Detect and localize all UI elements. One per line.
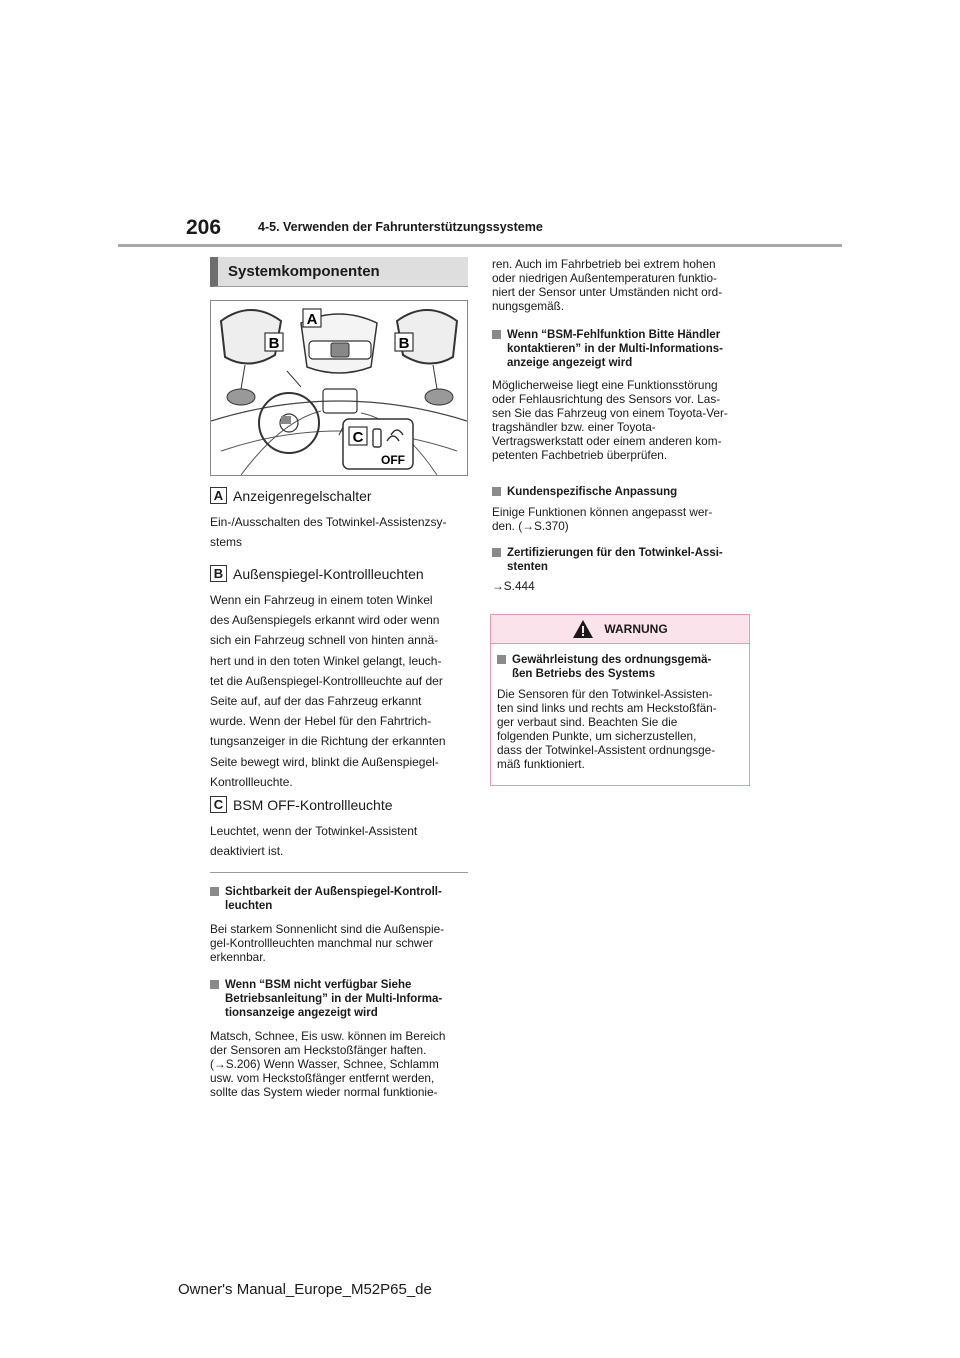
note-heading-customization	[492, 485, 754, 499]
component-a-line: stems	[210, 535, 243, 550]
warning-text-line: mäß funktioniert.	[497, 757, 585, 771]
letter-box-c: C	[210, 796, 227, 813]
dashboard-drawing	[211, 301, 467, 475]
warning-triangle-icon	[572, 619, 594, 639]
note-bullet-icon	[492, 487, 501, 496]
warning-text-line: dass der Totwinkel-Assistent ordnungsge-	[497, 743, 716, 757]
component-b-line: des Außenspiegels erkannt wird oder wenn	[210, 613, 440, 628]
note-heading-line: Betriebsanleitung” in der Multi-Informa-	[225, 993, 443, 1005]
note-bullet-icon	[492, 548, 501, 557]
warning-text-line: ten sind links und rechts am Heckstoßfän-	[497, 701, 717, 715]
warning-title: WARNUNG	[604, 622, 668, 636]
page-number: 206	[186, 216, 222, 239]
note-text-line: (→S.206) Wenn Wasser, Schnee, Schlamm	[210, 1057, 439, 1071]
warning-heading-line: Gewährleistung des ordnungsgemä-	[512, 654, 712, 666]
note-bullet-icon	[210, 887, 219, 896]
header-rule	[118, 244, 842, 247]
component-c-line: deaktiviert ist.	[210, 844, 284, 859]
continued-text-line: oder niedrigen Außentemperaturen funktio-	[492, 271, 717, 285]
continued-text-line: ren. Auch im Fahrbetrieb bei extrem hohen	[492, 257, 716, 271]
section-divider	[210, 872, 468, 873]
note-text-line: Möglicherweise liegt eine Funktionsstörung	[492, 378, 718, 392]
continued-text-line: nungsgemäß.	[492, 299, 565, 313]
component-c-title: BSM OFF-Kontrollleuchte	[233, 796, 393, 813]
note-heading-line: Wenn “BSM nicht verfügbar Siehe	[225, 979, 412, 991]
warning-box	[490, 614, 750, 786]
component-b-line: Wenn ein Fahrzeug in einem toten Winkel	[210, 593, 433, 607]
note-heading-bsm-unavailable	[210, 978, 472, 1020]
component-a-title: Anzeigenregelschalter	[233, 487, 372, 504]
warning-text-line: ger verbaut sind. Beachten Sie die	[497, 715, 678, 729]
note-heading-line: Wenn “BSM-Fehlfunktion Bitte Händler	[507, 329, 721, 341]
note-text-line: oder Fehlausrichtung des Sensors vor. Las-	[492, 392, 721, 406]
note-heading-certifications	[492, 546, 754, 574]
note-text-line: tragshändler bzw. einer Toyota-	[492, 420, 656, 434]
note-heading-line: Sichtbarkeit der Außenspiegel-Kontroll-	[225, 886, 442, 898]
warning-heading	[497, 653, 747, 681]
note-text-certifications	[492, 579, 754, 593]
component-b-line: Kontrollleuchte.	[210, 774, 293, 789]
note-text-line: Matsch, Schnee, Eis usw. können im Bereich	[210, 1029, 446, 1043]
component-b-line: Seite auf, auf der das Fahrzeug erkannt	[210, 694, 422, 709]
note-heading-line: kontaktieren” in der Multi-Informations-	[507, 343, 723, 355]
component-a-description	[210, 512, 472, 552]
component-b-line: tet die Außenspiegel-Kontrollleuchte auf der	[210, 673, 443, 688]
note-text-line: sen Sie das Fahrzeug von einem Toyota-Ver-	[492, 406, 728, 420]
note-text-line: den. (→S.370)	[492, 519, 569, 533]
page-footer: Owner's Manual_Europe_M52P65_de	[178, 1281, 432, 1298]
component-b-title: Außenspiegel-Kontrollleuchten	[233, 565, 424, 582]
component-a-line: Ein-/Ausschalten des Totwinkel-Assistenzsy-	[210, 515, 447, 529]
component-b-description	[210, 590, 472, 792]
component-b	[210, 565, 424, 582]
component-b-line: wurde. Wenn der Hebel für den Fahrtrich-	[210, 714, 432, 729]
note-text-line: der Sensoren am Heckstoßfänger haften.	[210, 1043, 427, 1057]
note-text-line: gel-Kontrollleuchten manchmal nur schwer	[210, 936, 433, 950]
continued-text	[492, 257, 754, 313]
label-b-right: B	[398, 335, 410, 352]
note-text-line: erkennbar.	[210, 950, 266, 964]
note-text-customization	[492, 505, 754, 533]
warning-text-line: folgenden Punkte, um sicherzustellen,	[497, 729, 697, 743]
component-a	[210, 487, 372, 504]
letter-box-b: B	[210, 565, 227, 582]
note-bullet-icon	[210, 980, 219, 989]
warning-heading-line: ßen Betriebs des Systems	[512, 668, 656, 680]
note-text-visibility	[210, 922, 472, 964]
note-text-bsm-unavailable	[210, 1029, 472, 1099]
label-b-left: B	[268, 335, 280, 352]
continued-text-line: niert der Sensor unter Umständen nicht ord-	[492, 285, 723, 299]
note-text-line: Einige Funktionen können angepasst wer-	[492, 505, 713, 519]
component-c-description	[210, 821, 472, 861]
note-heading-line: Kundenspezifische Anpassung	[507, 486, 678, 498]
component-b-line: hert und in den toten Winkel gelangt, leuch-	[210, 653, 442, 668]
note-text-line: sollte das System wieder normal funktionie-	[210, 1085, 438, 1099]
note-bullet-icon	[492, 330, 501, 339]
warning-text	[497, 687, 747, 771]
note-text-bsm-malfunction	[492, 378, 754, 462]
component-b-line: Seite bewegt wird, blinkt die Außenspiegel-	[210, 754, 439, 769]
note-bullet-icon	[497, 655, 506, 664]
off-label: OFF	[381, 453, 405, 467]
note-text-line: →S.444	[492, 579, 535, 593]
section-title: 4-5. Verwenden der Fahrunterstützungssysteme	[258, 220, 543, 234]
label-c: C	[352, 429, 364, 446]
warning-text-line: Die Sensoren für den Totwinkel-Assisten-	[497, 687, 713, 701]
note-heading-line: Zertifizierungen für den Totwinkel-Assi-	[507, 547, 723, 559]
note-heading-line: anzeige angezeigt wird	[507, 357, 633, 369]
note-heading-bsm-malfunction	[492, 328, 754, 370]
note-text-line: Vertragswerkstatt oder einem anderen kom-	[492, 434, 722, 448]
note-text-line: Bei starkem Sonnenlicht sind die Außenspie-	[210, 922, 445, 936]
note-heading-visibility	[210, 885, 472, 913]
note-heading-line: stenten	[507, 561, 548, 573]
dashboard-illustration	[210, 300, 468, 476]
component-b-line: tungsanzeiger in die Richtung der erkannten	[210, 734, 446, 749]
note-text-line: usw. vom Heckstoßfänger entfernt werden,	[210, 1071, 435, 1085]
letter-box-a: A	[210, 487, 227, 504]
label-a: A	[306, 311, 318, 328]
section-heading: Systemkomponenten	[210, 257, 468, 287]
component-c-line: Leuchtet, wenn der Totwinkel-Assistent	[210, 824, 418, 838]
note-heading-line: leuchten	[225, 900, 273, 912]
component-b-line: sich ein Fahrzeug schnell von hinten annä-	[210, 633, 439, 648]
warning-header	[491, 615, 749, 644]
component-c	[210, 796, 393, 813]
note-text-line: petenten Fachbetrieb überprüfen.	[492, 448, 668, 462]
note-heading-line: tionsanzeige angezeigt wird	[225, 1007, 378, 1019]
